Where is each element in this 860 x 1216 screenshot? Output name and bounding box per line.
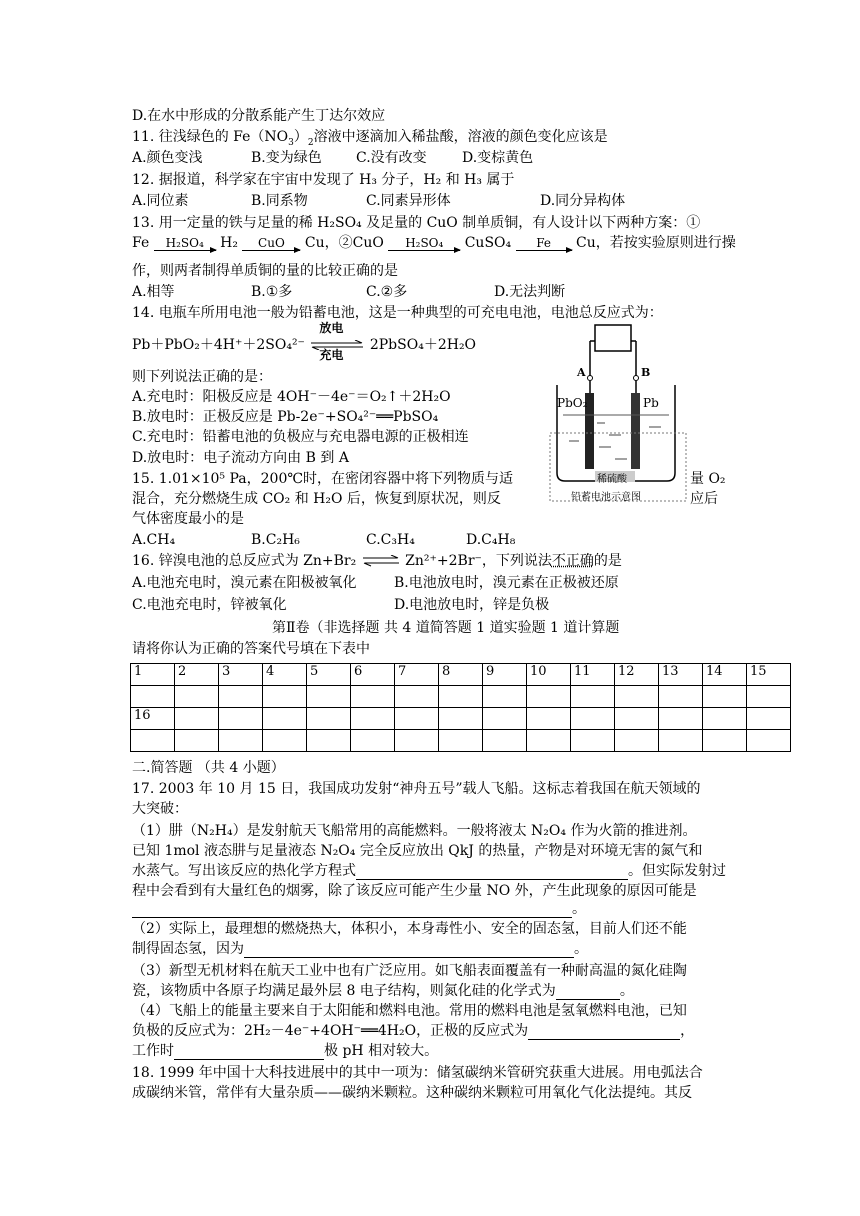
q11-option-a: A.颜色变浅 bbox=[132, 150, 203, 166]
table-cell bbox=[307, 708, 351, 730]
q14-option-a: A.充电时：阳极反应是 4OH⁻－4e⁻＝O₂↑＋2H₂O bbox=[132, 389, 451, 405]
table-cell: 13 bbox=[659, 664, 703, 686]
answer-blank[interactable] bbox=[244, 957, 574, 958]
table-cell[interactable] bbox=[131, 686, 175, 708]
q15-option-d: D.C₄H₈ bbox=[466, 532, 516, 548]
table-row bbox=[131, 686, 791, 708]
q13-line3: 作，则两者制得单质铜的量的比较正确的是 bbox=[132, 263, 398, 279]
q16-option-b: B.电池放电时，溴元素在正极被还原 bbox=[394, 575, 619, 591]
section-2-title: 第Ⅱ卷（非选择题 共 4 道简答题 1 道实验题 1 道计算题 bbox=[272, 620, 620, 636]
q13-arrow-1 bbox=[154, 237, 216, 251]
table-cell[interactable] bbox=[483, 730, 527, 752]
table-cell[interactable] bbox=[703, 730, 747, 752]
q16-stem-not: 不正确 bbox=[551, 553, 594, 569]
table-row bbox=[131, 708, 791, 730]
table-row bbox=[131, 664, 791, 686]
q15-option-b: B.C₂H₆ bbox=[251, 532, 300, 548]
q16-stem-c: 的是 bbox=[593, 553, 622, 569]
q12-option-c: C.同素异形体 bbox=[366, 193, 451, 209]
table-cell: 14 bbox=[703, 664, 747, 686]
q13-option-d: D.无法判断 bbox=[494, 284, 566, 300]
q17-line12: （4）飞船上的能量主要来自于太阳能和燃料电池。常用的燃料电池是氢氧燃料电池，已知 bbox=[132, 1003, 687, 1019]
q14-discharge-label: 放电 bbox=[319, 321, 344, 335]
q12-option-a: A.同位素 bbox=[132, 193, 189, 209]
table-cell[interactable] bbox=[219, 686, 263, 708]
q12-option-d: D.同分异构体 bbox=[540, 193, 626, 209]
q16-stem bbox=[132, 552, 622, 570]
q17-line9-end: 。 bbox=[574, 941, 588, 957]
q15-line2: 混合，充分燃烧生成 CO₂ 和 H₂O 后，恢复到原状况，则反 bbox=[132, 491, 501, 507]
q13-arrow-4-label: Fe bbox=[536, 236, 551, 250]
q11-stem-b: ） bbox=[293, 129, 308, 145]
q14-eq-left: Pb＋PbO₂＋4H⁺＋2SO₄²⁻ bbox=[132, 337, 305, 353]
q17-line13-end: ， bbox=[680, 1023, 695, 1039]
table-cell bbox=[747, 708, 791, 730]
q17-line9-text: 制得固态氢，因为 bbox=[132, 941, 244, 957]
table-cell bbox=[659, 708, 703, 730]
q13-fe: Fe bbox=[132, 235, 150, 251]
table-intro: 请将你认为正确的答案代号填在下表中 bbox=[132, 641, 370, 657]
q17-line1: 17. 2003 年 10 月 15 日，我国成功发射“神舟五号”载人飞船。这标志着我国在航天领域的 bbox=[132, 781, 701, 797]
answer-blank[interactable] bbox=[356, 879, 628, 880]
table-cell[interactable] bbox=[571, 730, 615, 752]
q17-line9 bbox=[132, 940, 588, 958]
q15-line3: 气体密度最小的是 bbox=[132, 511, 244, 527]
q14-option-c: C.充电时：铅蓄电池的负极应与充电器电源的正极相连 bbox=[132, 429, 469, 445]
q15-option-c: C.C₃H₄ bbox=[366, 532, 415, 548]
q11-option-b: B.变为绿色 bbox=[251, 150, 322, 166]
answer-blank[interactable] bbox=[132, 917, 572, 918]
diagram-caption: 铅蓄电池示意图 bbox=[571, 492, 641, 503]
table-cell[interactable] bbox=[703, 686, 747, 708]
q13-arrow-2 bbox=[242, 237, 300, 251]
q17-line14-text: 工作时 bbox=[132, 1043, 174, 1059]
table-cell: 15 bbox=[747, 664, 791, 686]
table-cell[interactable] bbox=[175, 686, 219, 708]
answer-blank[interactable] bbox=[174, 1059, 324, 1060]
q14-charge-label: 充电 bbox=[319, 348, 344, 362]
table-cell bbox=[439, 708, 483, 730]
q14-option-b: B.放电时：正极反应是 Pb-2e⁻+SO₄²⁻══PbSO₄ bbox=[132, 409, 439, 425]
q17-line5-text: 水蒸气。写出该反应的热化学方程式 bbox=[132, 863, 356, 879]
q17-line14-end: 极 pH 相对较大。 bbox=[324, 1043, 439, 1059]
q14-stem: 14. 电瓶车所用电池一般为铅蓄电池，这是一种典型的可充电电池，电池总反应式为： bbox=[132, 305, 663, 321]
q17-line14 bbox=[132, 1042, 438, 1060]
table-cell[interactable] bbox=[131, 730, 175, 752]
pbo2-label: PbO₂ bbox=[557, 396, 588, 410]
q15-line1-right: 量 O₂ bbox=[690, 471, 726, 487]
table-cell[interactable] bbox=[219, 730, 263, 752]
table-cell: 4 bbox=[263, 664, 307, 686]
table-cell[interactable] bbox=[351, 686, 395, 708]
table-cell[interactable] bbox=[747, 730, 791, 752]
table-cell bbox=[219, 708, 263, 730]
q15-option-a: A.CH₄ bbox=[132, 532, 176, 548]
table-cell bbox=[395, 708, 439, 730]
table-cell: 10 bbox=[527, 664, 571, 686]
q12-option-b: B.同系物 bbox=[251, 193, 308, 209]
answer-table bbox=[130, 663, 791, 752]
q17-line13 bbox=[132, 1022, 694, 1040]
q17-line11-end: 。 bbox=[619, 983, 634, 999]
table-cell[interactable] bbox=[615, 730, 659, 752]
q17-line7-end: 。 bbox=[572, 901, 586, 917]
q16-stem-a: 16. 锌溴电池的总反应式为 Zn+Br₂ bbox=[132, 553, 357, 569]
table-cell[interactable] bbox=[439, 730, 483, 752]
answer-blank[interactable] bbox=[528, 1039, 680, 1040]
acid-label: 稀硫酸 bbox=[597, 474, 627, 485]
q13-option-c: C.②多 bbox=[366, 284, 408, 300]
q13-h2: H₂ bbox=[220, 235, 238, 251]
q15-line1: 15. 1.01×10⁵ Pa，200℃时，在密闭容器中将下列物质与适 bbox=[132, 471, 514, 487]
lead-battery-diagram bbox=[549, 323, 687, 503]
q18-line2: 成碳纳米管，常伴有大量杂质——碳纳米颗粒。这种碳纳米颗粒可用氧化气化法提纯。其反 bbox=[132, 1085, 692, 1101]
q11-sub-3: 3 bbox=[288, 137, 294, 148]
q16-option-c: C.电池充电时，锌被氧化 bbox=[132, 597, 287, 613]
table-cell bbox=[351, 708, 395, 730]
q18-line1: 18. 1999 年中国十大科技进展中的其中一项为：储氢碳纳米管研究获重大进展。用电弧法合 bbox=[132, 1065, 703, 1081]
table-row bbox=[131, 730, 791, 752]
q17-line13-text: 负极的反应式为：2H₂－4e⁻+4OH⁻══4H₂O，正极的反应式为 bbox=[132, 1023, 529, 1039]
table-cell[interactable] bbox=[747, 686, 791, 708]
q16-option-a: A.电池充电时，溴元素在阳极被氧化 bbox=[132, 575, 357, 591]
table-cell[interactable] bbox=[483, 686, 527, 708]
q13-cu-cuo: Cu，②CuO bbox=[304, 235, 384, 251]
q16-option-d: D.电池放电时，锌是负极 bbox=[394, 597, 550, 613]
table-cell bbox=[615, 708, 659, 730]
q17-line8: （2）实际上，最理想的燃烧热大，体积小，本身毒性小、安全的固态氢，目前人们还不能 bbox=[132, 921, 687, 937]
q17-line5-end: 。但实际发射过 bbox=[628, 863, 726, 879]
table-cell: 8 bbox=[439, 664, 483, 686]
table-cell: 9 bbox=[483, 664, 527, 686]
q17-line4: 已知 1mol 液态肼与足量液态 N₂O₄ 完全反应放出 QkJ 的热量，产物是对环境无害的氮气和 bbox=[132, 843, 703, 859]
q17-line5 bbox=[132, 862, 726, 880]
q13-scheme-line bbox=[132, 232, 736, 254]
terminal-b-label: B bbox=[641, 366, 651, 379]
table-cell: 11 bbox=[571, 664, 615, 686]
table-cell[interactable] bbox=[395, 686, 439, 708]
table-cell bbox=[483, 708, 527, 730]
q17-line6: 程中会看到有大量红色的烟雾，除了该反应可能产生少量 NO 外，产生此现象的原因可能是 bbox=[132, 883, 697, 899]
q13-cu-end: Cu，若按实验原则进行操 bbox=[576, 235, 736, 251]
table-cell[interactable] bbox=[659, 686, 703, 708]
q13-arrow-4 bbox=[516, 237, 572, 251]
table-cell: 16 bbox=[131, 708, 175, 730]
q12-stem: 12. 据报道，科学家在宇宙中发现了 H₃ 分子，H₂ 和 H₃ 属于 bbox=[132, 172, 515, 188]
table-cell[interactable] bbox=[571, 686, 615, 708]
table-cell: 1 bbox=[131, 664, 175, 686]
q13-arrow-2-label: CuO bbox=[258, 236, 285, 250]
table-cell[interactable] bbox=[659, 730, 703, 752]
q14-eq-right: 2PbSO₄＋2H₂O bbox=[369, 337, 477, 353]
q13-arrow-1-label: H₂SO₄ bbox=[165, 236, 204, 250]
table-cell[interactable] bbox=[263, 730, 307, 752]
table-cell bbox=[175, 708, 219, 730]
q17-line11-text: 瓷，该物质中各原子均满足最外层 8 电子结构，则氮化硅的化学式为 bbox=[132, 983, 556, 999]
table-cell[interactable] bbox=[263, 686, 307, 708]
reversible-arrow-icon bbox=[361, 555, 401, 567]
table-cell: 5 bbox=[307, 664, 351, 686]
table-cell bbox=[571, 708, 615, 730]
table-cell[interactable] bbox=[615, 686, 659, 708]
table-cell: 6 bbox=[351, 664, 395, 686]
section-short-answer: 二.简答题 （共 4 小题） bbox=[132, 760, 285, 776]
q11-option-c: C.没有改变 bbox=[356, 150, 427, 166]
q11-sub-2: 2 bbox=[307, 137, 314, 148]
q14-lead: 则下列说法正确的是： bbox=[132, 369, 272, 385]
answer-blank[interactable] bbox=[556, 999, 620, 1000]
table-cell: 2 bbox=[175, 664, 219, 686]
q10-option-d: D.在水中形成的分散系能产生丁达尔效应 bbox=[132, 108, 386, 124]
table-cell[interactable] bbox=[527, 730, 571, 752]
q17-line10: （3）新型无机材料在航天工业中也有广泛应用。如飞船表面覆盖有一种耐高温的氮化硅陶 bbox=[132, 963, 687, 979]
q15-line2-right: 应后 bbox=[690, 491, 718, 507]
table-cell[interactable] bbox=[307, 730, 351, 752]
table-cell[interactable] bbox=[351, 730, 395, 752]
table-cell bbox=[527, 708, 571, 730]
table-cell[interactable] bbox=[307, 686, 351, 708]
table-cell: 3 bbox=[219, 664, 263, 686]
q14-equation bbox=[132, 321, 477, 362]
table-cell: 12 bbox=[615, 664, 659, 686]
q13-cuso4: CuSO₄ bbox=[464, 235, 512, 251]
q14-reversible-arrow bbox=[309, 321, 365, 362]
table-cell bbox=[263, 708, 307, 730]
table-cell[interactable] bbox=[527, 686, 571, 708]
q17-line2: 大突破： bbox=[132, 801, 188, 817]
terminal-a-label: A bbox=[577, 366, 586, 379]
table-cell bbox=[703, 708, 747, 730]
table-cell[interactable] bbox=[175, 730, 219, 752]
q11-option-d: D.变棕黄色 bbox=[462, 150, 534, 166]
q13-arrow-3 bbox=[388, 237, 460, 251]
q13-stem: 13. 用一定量的铁与足量的稀 H₂SO₄ 及足量的 CuO 制单质铜，有人设计以下两种方案：① bbox=[132, 215, 701, 231]
table-cell: 7 bbox=[395, 664, 439, 686]
q13-arrow-3-label: H₂SO₄ bbox=[405, 236, 444, 250]
q16-stem-b: Zn²⁺+2Br⁻，下列说法 bbox=[405, 553, 552, 569]
table-cell[interactable] bbox=[439, 686, 483, 708]
q11-stem-c: 溶液中逐滴加入稀盐酸，溶液的颜色变化应该是 bbox=[313, 129, 608, 145]
q13-option-b: B.①多 bbox=[251, 284, 293, 300]
q17-line11 bbox=[132, 982, 634, 1000]
q13-option-a: A.相等 bbox=[132, 284, 175, 300]
q17-line3: （1）肼（N₂H₄）是发射航天飞船常用的高能燃料。一般将液太 N₂O₄ 作为火箭的推进剂。 bbox=[132, 823, 697, 839]
q11-stem-a: 11. 往浅绿色的 Fe（NO bbox=[132, 129, 289, 145]
q17-line7 bbox=[132, 900, 586, 918]
pb-label: Pb bbox=[643, 396, 659, 410]
table-cell[interactable] bbox=[395, 730, 439, 752]
q14-option-d: D.放电时：电子流动方向由 B 到 A bbox=[132, 450, 349, 466]
